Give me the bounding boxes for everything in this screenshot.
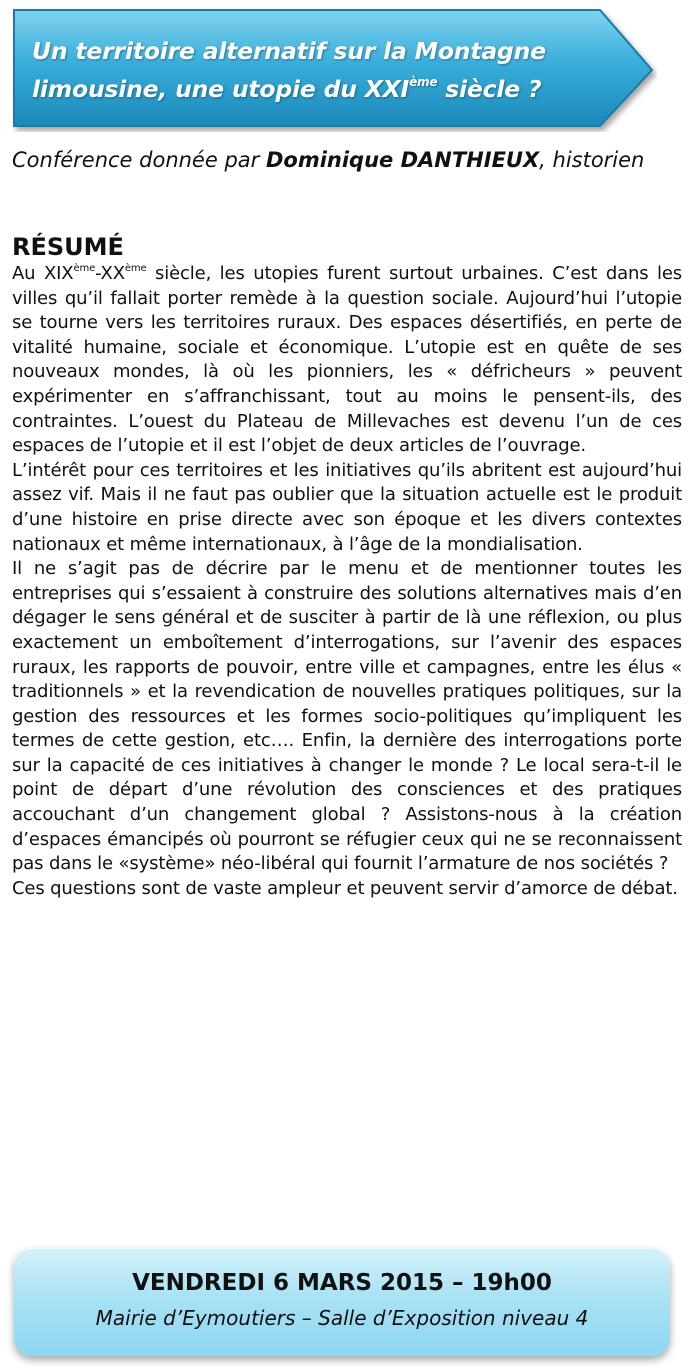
p1-rest: siècle, les utopies furent surtout urbaines. C’est dans les villes qu’il fallait porter remède à la question sociale. Aujourd’hui l’utopie se tourne vers les territoires ruraux. Des espaces désertifiés, en perte de vitalité humaine, sociale et économique. L’utopie est en quête de ses nouveaux mondes, là où les pionniers, les « défricheurs » peuvent expérimenter en s’affranchissant, tout au moins le pensent-ils, des contraintes. L’ouest du Plateau de Millevaches est devenu l’un de ces espaces de l’utopie et il est l’objet de deux articles de l’ouvrage.	[12, 263, 683, 457]
event-venue: Mairie d’Eymoutiers	[95, 1306, 296, 1330]
conference-subtitle	[12, 146, 688, 175]
event-room: – Salle d’Exposition niveau 4	[295, 1306, 589, 1330]
title-line-2-start: limousine, une utopie du XXI	[32, 75, 410, 103]
resume-heading: RÉSUMÉ	[12, 233, 124, 261]
event-place	[14, 1304, 670, 1332]
p1-superscript-2: ème	[124, 263, 147, 274]
resume-body	[12, 262, 682, 901]
resume-paragraph-3: Il ne s’agit pas de décrire par le menu et de mentionner toutes les entreprises qui s’essaient à construire des solutions alternatives mais d’en dégager le sens général et de susciter à partir de là une réflexion, ou plus exactement un emboîtement d’interrogations, sur l’avenir des espaces ruraux, les rapports de pouvoir, entre ville et campagnes, entre les élus « traditionnels » et la revendication de nouvelles pratiques politiques, sur la gestion des ressources et les formes socio-politiques qu’impliquent les termes de cette gestion, etc…. Enfin, la dernière des interrogations porte sur la capacité de ces initiatives à changer le monde ? Le local sera-t-il le point de départ d’une révolution des consciences et des pratiques accouchant d’un changement global ? Assistons-nous à la création d’espaces émancipés où pourront se réfugier ceux qui ne se reconnaissent pas dans le «système» néo-libéral qui fournit l’armature de nos sociétés ?	[12, 558, 682, 875]
p1-superscript-1: ème	[73, 263, 96, 274]
event-date: VENDREDI 6 MARS 2015 – 19h00	[132, 1270, 552, 1296]
resume-paragraph-2: L’intérêt pour ces territoires et les initiatives qu’ils abritent est aujourd’hui assez vif. Mais il ne faut pas oublier que la situation actuelle est le produit d’une histoire en prise directe avec son époque et les divers contextes nationaux et même internationaux, à l’âge de la mondialisation.	[12, 459, 682, 555]
p1-mid: -XX	[95, 263, 125, 284]
title-banner	[12, 8, 657, 132]
p1-start: Au XIX	[12, 263, 74, 284]
title-line-2-superscript: ème	[409, 75, 438, 89]
resume-paragraph-4: Ces questions sont de vaste ampleur et peuvent servir d’amorce de débat.	[12, 877, 678, 899]
title-line-2-end: siècle ?	[437, 75, 542, 103]
page-title	[32, 32, 592, 108]
subtitle-prefix: Conférence donnée par	[12, 148, 266, 172]
subtitle-suffix: , historien	[539, 148, 645, 172]
title-line-1: Un territoire alternatif sur la Montagne	[32, 37, 546, 65]
speaker-name: Dominique DANTHIEUX	[265, 148, 540, 172]
resume-paragraph-1	[12, 262, 682, 459]
event-info-box	[14, 1248, 670, 1356]
